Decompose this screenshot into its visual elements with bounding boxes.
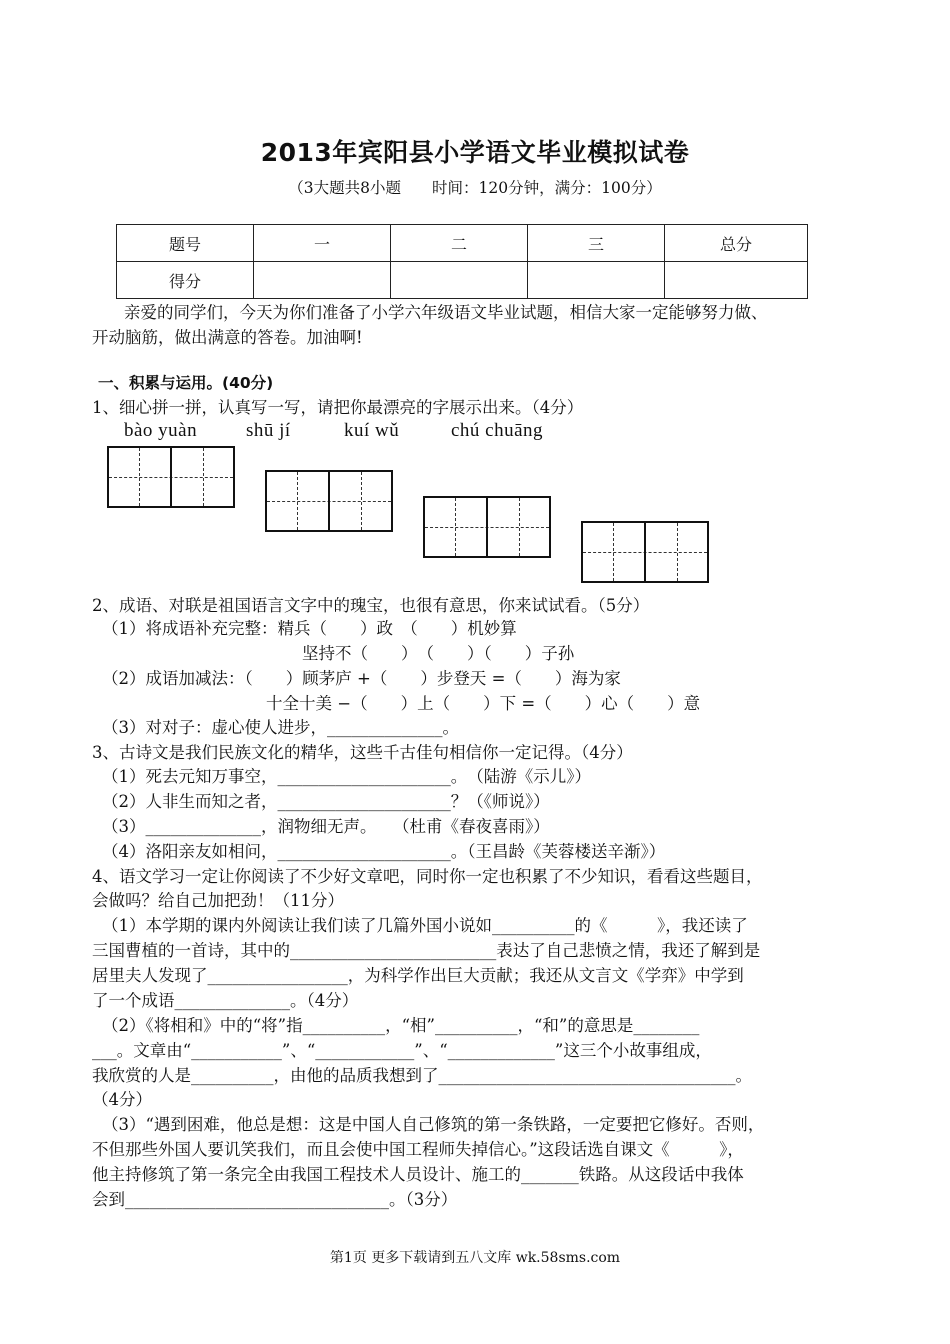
table-header-cell: 一 (254, 225, 391, 262)
question-line: （3）对对子：虚心使人进步，______________。 (102, 718, 459, 737)
score-table (116, 224, 808, 299)
writing-grid[interactable] (107, 446, 235, 508)
question-line: （3）“遇到困难，他总是想：这是中国人自己修筑的第一条铁路，一定要把它修好。否则， (102, 1115, 765, 1134)
section-heading: 一、积累与运用。(40分) (98, 374, 274, 392)
question-line: 坚持不（ ） （ ）（ ）子孙 (302, 644, 575, 663)
intro-line: 开动脑筋，做出满意的答卷。加油啊! (92, 328, 363, 347)
score-cell[interactable] (528, 262, 665, 299)
question-line: （1）本学期的课内外阅读让我们读了几篇外国小说如__________的《 》，我还读了 (102, 916, 748, 935)
score-cell[interactable] (391, 262, 528, 299)
writing-grid[interactable] (265, 470, 393, 532)
question-line: 三国曹植的一首诗，其中的_________________________表达了自己悲愤之情，我还了解到是 (92, 941, 761, 960)
table-row-label: 得分 (117, 262, 254, 299)
question-line: 会到________________________________。（3分） (92, 1190, 458, 1209)
question-line: （2）人非生而知之者，_____________________？（《师说》） (102, 792, 550, 811)
table-header-cell: 二 (391, 225, 528, 262)
pinyin-label: bào yuàn (124, 420, 198, 441)
question-line: （2）《将相和》中的“将”指__________，“相”__________，“和”的意思是________ (102, 1016, 700, 1035)
question-line: 了一个成语______________。（4分） (92, 991, 359, 1010)
question-line: ___。文章由“___________”、“____________”、“_____________”这三个小故事组成， (92, 1041, 712, 1060)
question-text: 会做吗？给自己加把劲！（11分） (92, 891, 344, 910)
question-line: （2）成语加减法：（ ）顾茅庐 +（ ）步登天 =（ ）海为家 (102, 669, 621, 688)
table-header-cell: 总分 (665, 225, 808, 262)
question-line: （3）______________，润物细无声。 （杜甫《春夜喜雨》） (102, 817, 550, 836)
table-row (117, 225, 808, 262)
score-cell[interactable] (254, 262, 391, 299)
question-line: 他主持修筑了第一条完全由我国工程技术人员设计、施工的_______铁路。从这段话中我体 (92, 1165, 744, 1184)
table-header-cell: 三 (528, 225, 665, 262)
writing-grid[interactable] (581, 521, 709, 583)
question-text: 1、细心拼一拼，认真写一写，请把你最漂亮的字展示出来。（4分） (92, 398, 584, 417)
question-line: （4）洛阳亲友如相问，_____________________。（王昌龄《芙蓉楼送辛渐》） (102, 842, 666, 861)
table-header-cell: 题号 (117, 225, 254, 262)
page-title: 2013年宾阳县小学语文毕业模拟试卷 (260, 138, 690, 167)
question-line: （1）死去元知万事空，_____________________。 （陆游《示儿》） (102, 767, 591, 786)
exam-info: （3大题共8小题 时间：120分钟，满分：100分） (288, 179, 662, 197)
question-line: （4分） (92, 1090, 152, 1109)
page-footer: 第1页 更多下载请到五八文库 wk.58sms.com (329, 1250, 621, 1266)
pinyin-label: kuí wǔ (344, 420, 400, 441)
pinyin-label: shū jí (246, 420, 291, 441)
pinyin-label: chú chuāng (451, 420, 544, 441)
question-line: （1）将成语补充完整：精兵（ ）政 （ ）机妙算 (102, 619, 517, 638)
question-text: 4、语文学习一定让你阅读了不少好文章吧，同时你一定也积累了不少知识，看看这些题目， (92, 867, 763, 886)
writing-grid[interactable] (423, 496, 551, 558)
table-row (117, 262, 808, 299)
score-cell[interactable] (665, 262, 808, 299)
question-line: 居里夫人发现了_________________，为科学作出巨大贡献；我还从文言文《学弈》中学到 (92, 966, 744, 985)
question-line: 我欣赏的人是__________，由他的品质我想到了____________________________________。 (92, 1066, 752, 1085)
question-text: 3、古诗文是我们民族文化的精华，这些千古佳句相信你一定记得。（4分） (92, 743, 633, 762)
question-line: 不但那些外国人要讥笑我们，而且会使中国工程师失掉信心。”这段话选自课文《 》， (92, 1140, 744, 1159)
intro-line: 亲爱的同学们，今天为你们准备了小学六年级语文毕业试题，相信大家一定能够努力做、 (124, 303, 768, 322)
question-text: 2、成语、对联是祖国语言文字中的瑰宝，也很有意思，你来试试看。（5分） (92, 596, 650, 615)
question-line: 十全十美 −（ ）上（ ）下 =（ ）心（ ）意 (266, 694, 701, 713)
